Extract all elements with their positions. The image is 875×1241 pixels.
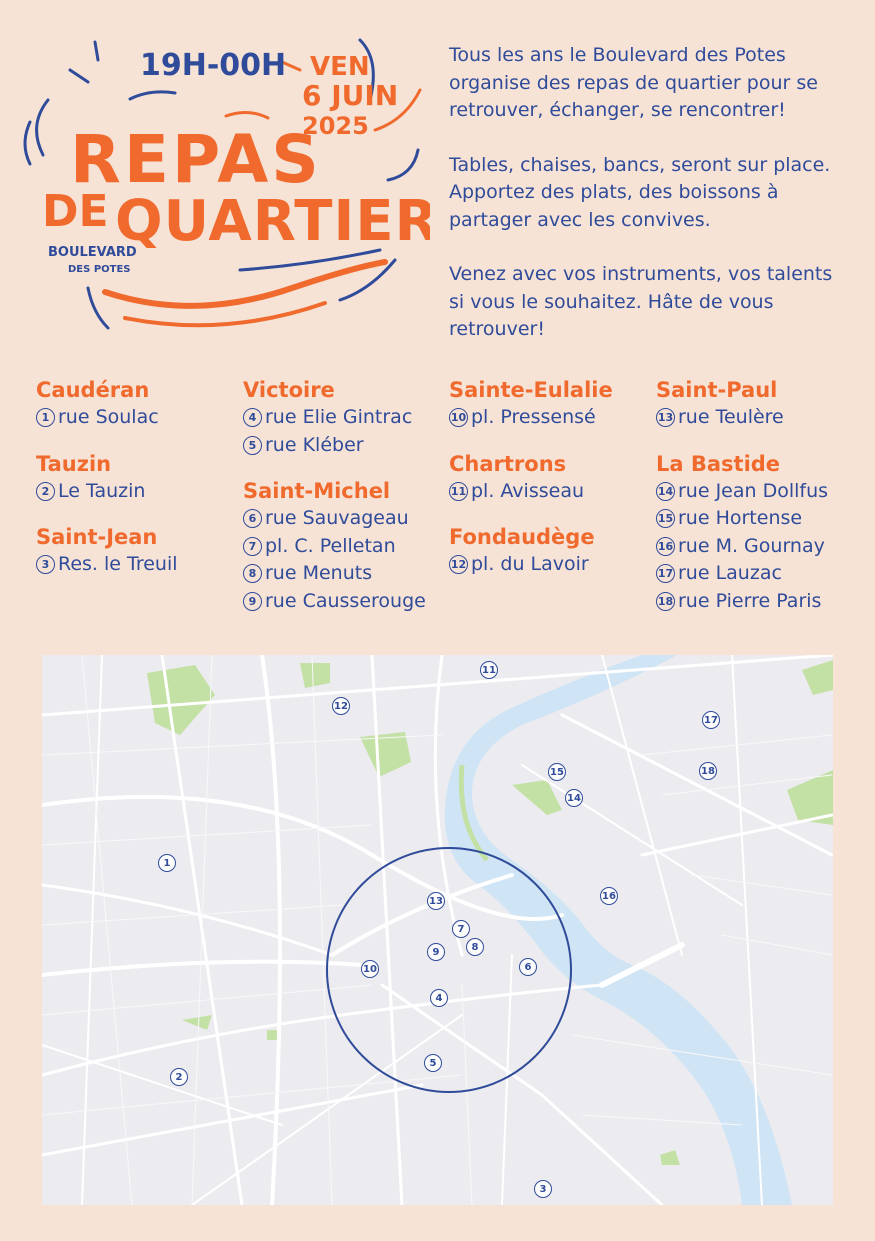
- location-label: Le Tauzin: [58, 479, 146, 502]
- map-pin-17[interactable]: 17: [702, 711, 720, 729]
- brand-line1: BOULEVARD: [48, 245, 137, 260]
- location-label: rue Jean Dollfus: [678, 479, 829, 502]
- location-item: [656, 533, 866, 561]
- neighborhood-title: Fondaudège: [449, 525, 595, 549]
- location-label: rue Soulac: [58, 406, 159, 428]
- location-item: [656, 588, 866, 616]
- location-label: pl. Avisseau: [471, 479, 584, 502]
- neighborhood-title: Tauzin: [36, 451, 112, 476]
- map-pin-3[interactable]: 3: [534, 1180, 552, 1198]
- location-label: rue Kléber: [265, 433, 364, 456]
- location-label: pl. C. Pelletan: [265, 534, 396, 557]
- neighborhood-title: La Bastide: [656, 451, 781, 476]
- year-label: 2025: [302, 112, 369, 140]
- number-badge: 9: [243, 592, 262, 611]
- neighborhood-title: Victoire: [243, 378, 335, 402]
- title-repas: REPAS: [70, 121, 322, 198]
- neighborhood-victoire: [243, 376, 453, 459]
- neighborhood-title: Saint-Jean: [36, 525, 158, 549]
- number-badge: 14: [656, 482, 675, 501]
- map-pin-1[interactable]: 1: [158, 854, 176, 872]
- neighborhood-title: Chartrons: [449, 451, 567, 476]
- location-item: [656, 560, 866, 588]
- neighborhood-saint-paul: [656, 376, 866, 432]
- neighborhood-cauderan: [36, 376, 246, 432]
- intro-paragraph-2: Tables, chaises, bancs, seront sur place. Apportez des plats, des boissons à partager avec les convives.: [449, 153, 831, 231]
- location-item: [243, 588, 453, 616]
- day-label: VEN: [310, 52, 370, 82]
- location-label: pl. Pressensé: [471, 406, 596, 428]
- number-badge: 4: [243, 408, 262, 427]
- intro-text: [449, 42, 849, 371]
- neighborhood-title: Saint-Paul: [656, 378, 778, 402]
- column-3: [449, 376, 659, 597]
- number-badge: 3: [36, 555, 55, 574]
- brand-line2: DES POTES: [68, 264, 131, 275]
- location-item: [36, 551, 246, 579]
- map-pin-18[interactable]: 18: [699, 762, 717, 780]
- number-badge: 18: [656, 592, 675, 611]
- intro-paragraph-1: Tous les ans le Boulevard des Potes organise des repas de quartier pour se retrouver, échanger, se rencontrer!: [449, 44, 818, 121]
- location-label: rue Causserouge: [265, 589, 426, 612]
- title-de: DE: [42, 186, 109, 237]
- location-label: rue M. Gournay: [678, 534, 825, 557]
- city-map: [42, 655, 833, 1205]
- location-item: [243, 432, 453, 460]
- number-badge: 6: [243, 509, 262, 528]
- map-pin-8[interactable]: 8: [466, 938, 484, 956]
- column-1: [36, 376, 246, 597]
- number-badge: 5: [243, 436, 262, 455]
- location-label: rue Hortense: [678, 507, 803, 529]
- location-item: [243, 404, 453, 432]
- map-pin-15[interactable]: 15: [548, 763, 566, 781]
- column-4: [656, 376, 866, 633]
- map-pin-13[interactable]: 13: [427, 892, 445, 910]
- location-item: [243, 533, 453, 561]
- location-label: rue Teulère: [678, 406, 784, 428]
- location-item: [656, 404, 866, 432]
- location-label: rue Lauzac: [678, 562, 782, 584]
- location-label: pl. du Lavoir: [471, 553, 589, 575]
- neighborhood-title: Caudéran: [36, 378, 150, 402]
- location-item: [243, 560, 453, 588]
- neighborhood-tauzin: [36, 450, 246, 506]
- number-badge: 12: [449, 555, 468, 574]
- number-badge: 16: [656, 537, 675, 556]
- location-item: [36, 478, 246, 506]
- location-item: [656, 478, 866, 506]
- location-item: [449, 404, 659, 432]
- map-pin-7[interactable]: 7: [452, 920, 470, 938]
- location-item: [449, 551, 659, 579]
- neighborhood-saint-jean: [36, 523, 246, 579]
- neighborhood-chartrons: [449, 450, 659, 506]
- neighborhood-title: Sainte-Eulalie: [449, 378, 613, 402]
- location-label: rue Sauvageau: [265, 507, 409, 529]
- map-pin-12[interactable]: 12: [332, 697, 350, 715]
- title-quartier: QUARTIER: [115, 189, 430, 254]
- number-badge: 1: [36, 408, 55, 427]
- number-badge: 8: [243, 564, 262, 583]
- map-pin-16[interactable]: 16: [600, 887, 618, 905]
- number-badge: 2: [36, 482, 55, 501]
- location-item: [449, 478, 659, 506]
- location-label: rue Pierre Paris: [678, 589, 822, 612]
- map-pin-10[interactable]: 10: [361, 960, 379, 978]
- number-badge: 10: [449, 408, 468, 427]
- neighborhood-list: [36, 376, 856, 636]
- number-badge: 13: [656, 408, 675, 427]
- neighborhood-fondaudege: [449, 523, 659, 579]
- location-label: Res. le Treuil: [58, 553, 178, 575]
- map-pin-4[interactable]: 4: [430, 989, 448, 1007]
- location-item: [656, 505, 866, 533]
- map-pin-14[interactable]: 14: [565, 789, 583, 807]
- map-pin-5[interactable]: 5: [424, 1054, 442, 1072]
- location-item: [36, 404, 246, 432]
- location-label: rue Elie Gintrac: [265, 406, 413, 428]
- date-label: 6 JUIN: [302, 79, 399, 112]
- map-pin-11[interactable]: 11: [480, 661, 498, 679]
- number-badge: 11: [449, 482, 468, 501]
- column-2: [243, 376, 453, 633]
- event-logo: [10, 30, 430, 340]
- number-badge: 7: [243, 537, 262, 556]
- neighborhood-saint-michel: [243, 477, 453, 615]
- neighborhood-title: Saint-Michel: [243, 479, 391, 503]
- time-label: 19H-00H: [140, 48, 287, 83]
- number-badge: 17: [656, 564, 675, 583]
- neighborhood-la-bastide: [656, 450, 866, 616]
- number-badge: 15: [656, 509, 675, 528]
- location-label: rue Menuts: [265, 562, 373, 584]
- map-pin-2[interactable]: 2: [170, 1068, 188, 1086]
- map-drawing: [42, 655, 833, 1205]
- map-pin-9[interactable]: 9: [427, 943, 445, 961]
- location-item: [243, 505, 453, 533]
- map-pin-6[interactable]: 6: [519, 958, 537, 976]
- intro-paragraph-3: Venez avec vos instruments, vos talents si vous le souhaitez. Hâte de vous retrouver!: [449, 263, 833, 340]
- neighborhood-sainte-eulalie: [449, 376, 659, 432]
